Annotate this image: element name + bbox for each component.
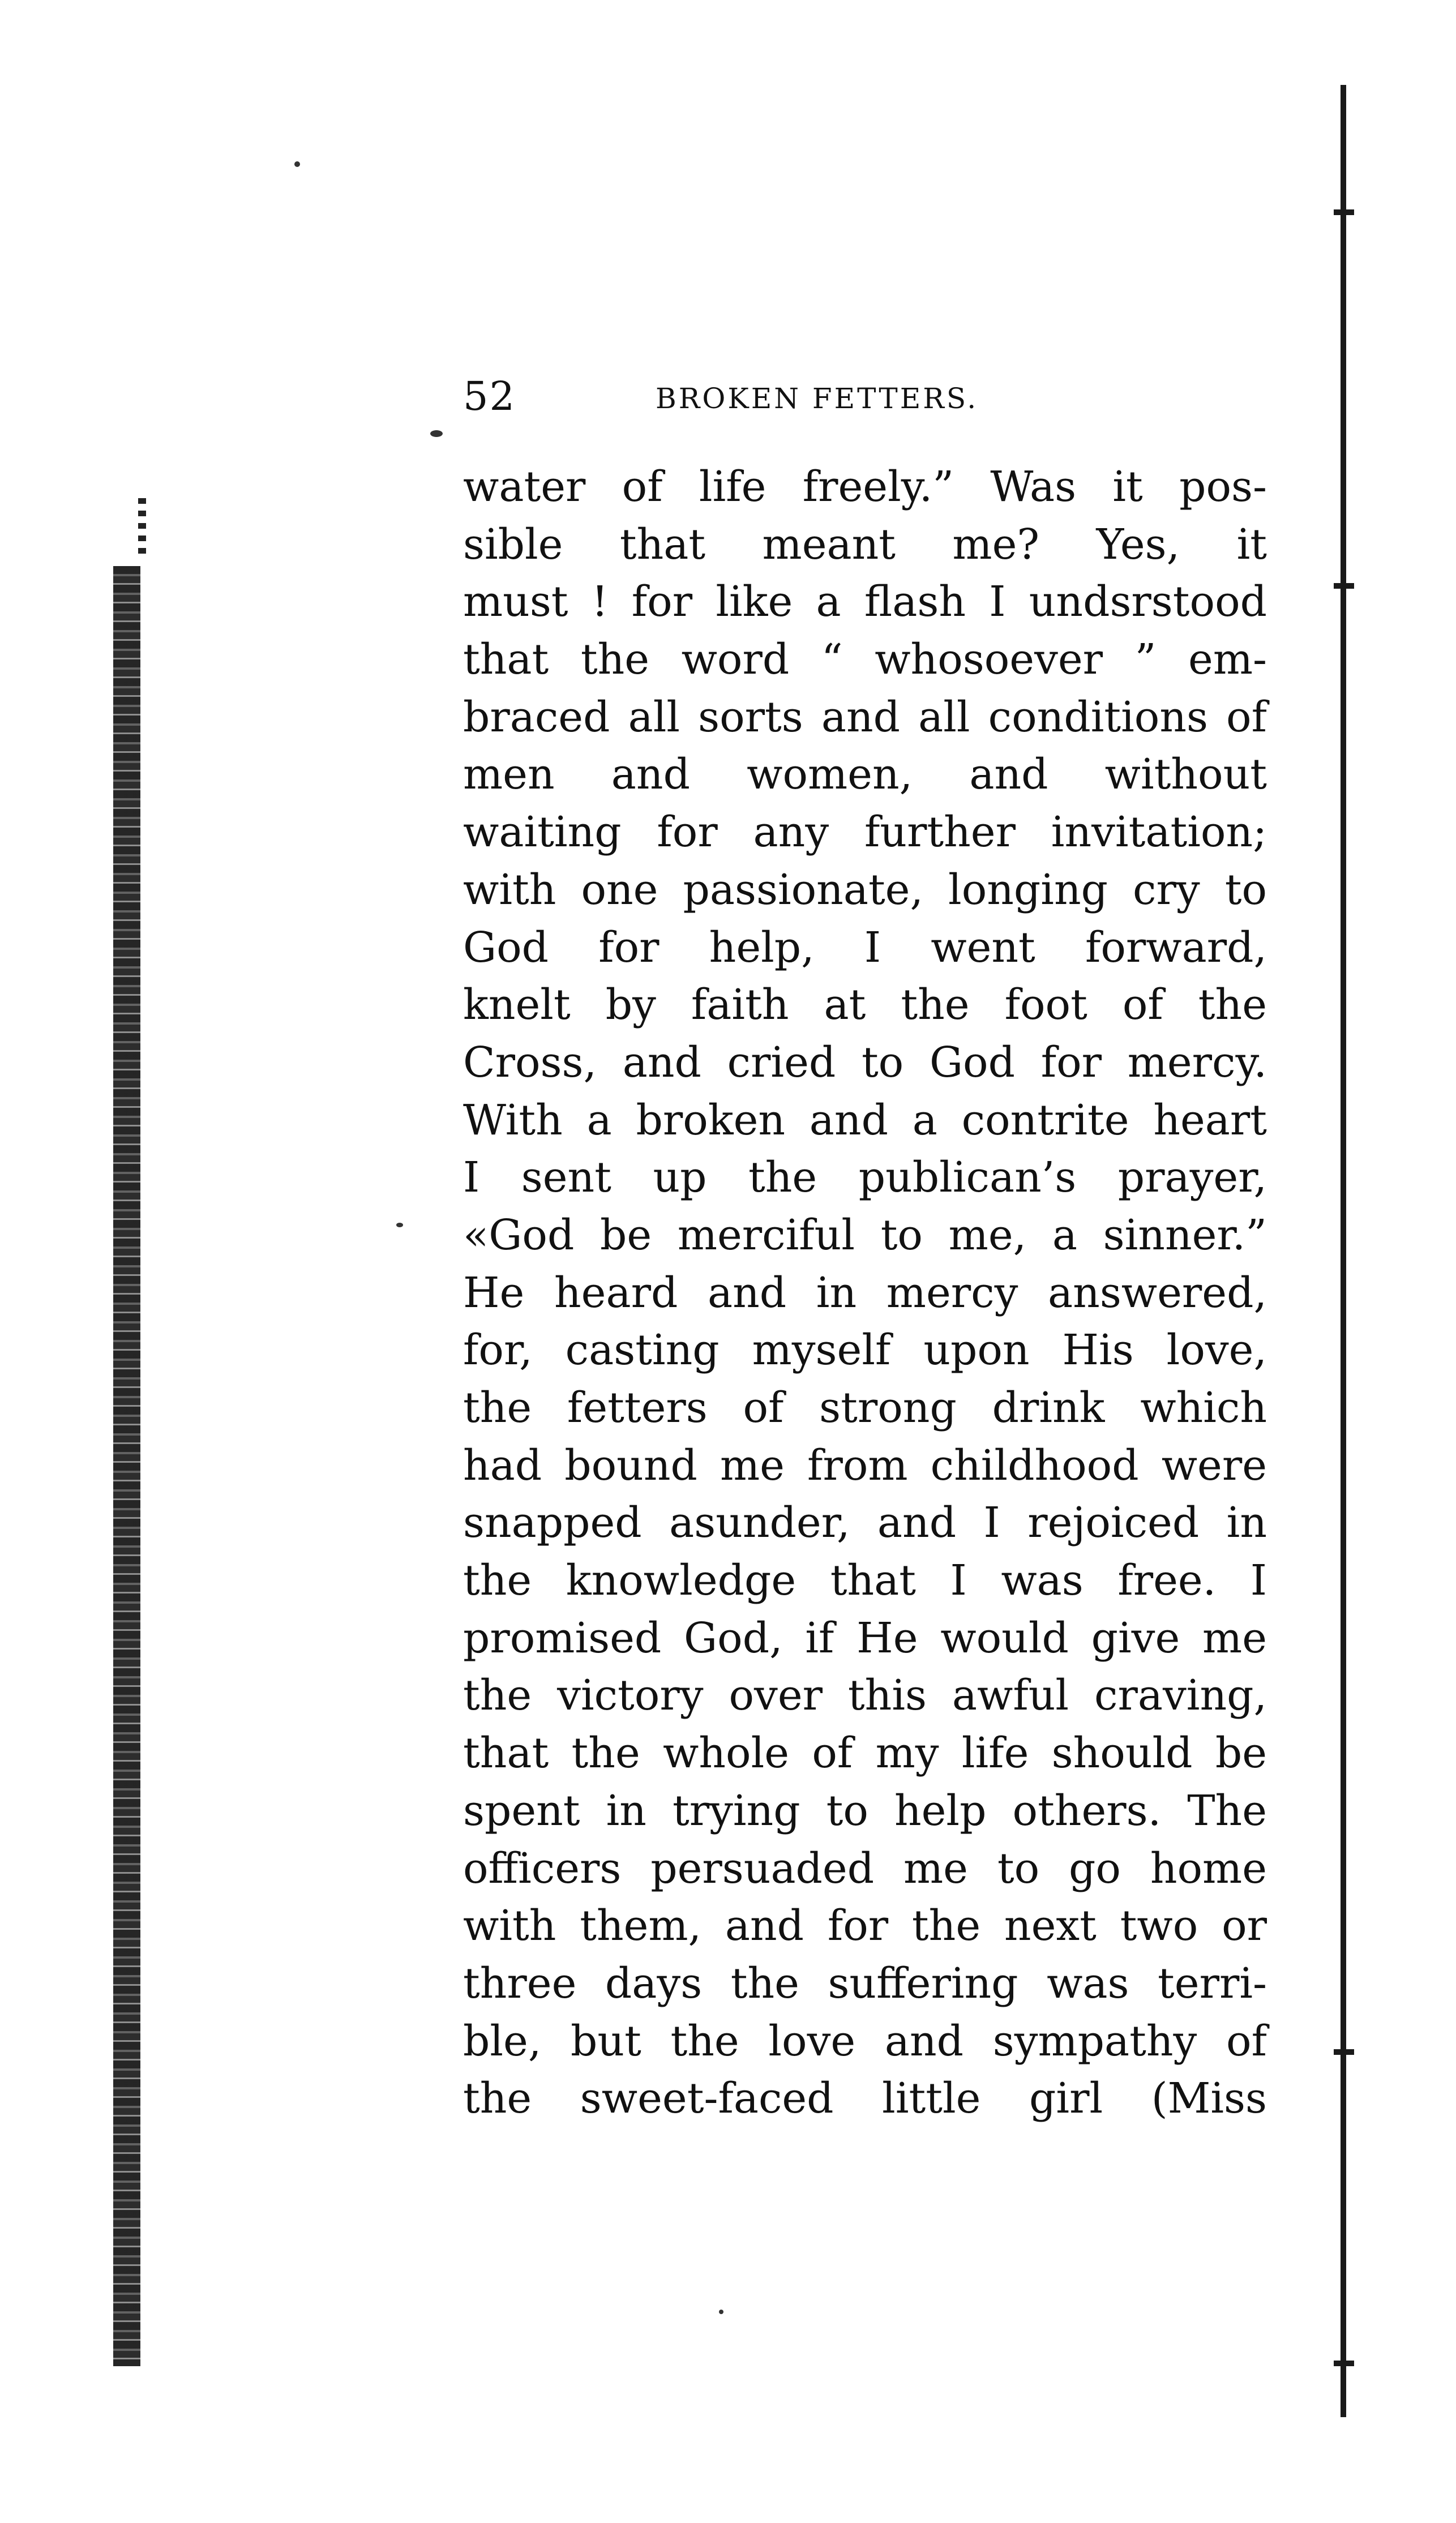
ink-speck [396, 1223, 403, 1227]
text-line: that the whole of my life should be [463, 1729, 1267, 1778]
text-line: With a broken and a contrite heart [463, 1095, 1267, 1145]
text-line: officers persuaded me to go home [463, 1844, 1267, 1893]
text-line: for, casting myself upon His love, [463, 1326, 1267, 1375]
text-line: must ! for like a flash I undsrstood [463, 577, 1267, 627]
page-edge-rule [1341, 85, 1346, 2417]
page-edge-tick [1334, 209, 1354, 215]
binding-gutter-marks [138, 498, 146, 560]
text-line: ble, but the love and sympathy of [463, 2016, 1267, 2066]
text-line: that the word “ whosoever ” em- [463, 635, 1267, 684]
text-line: He heard and in mercy answered, [463, 1268, 1267, 1317]
text-line: men and women, and without [463, 750, 1267, 799]
page-number: 52 [463, 373, 516, 419]
page-header [463, 362, 1267, 425]
ink-speck [430, 430, 443, 437]
text-line: had bound me from childhood were [463, 1441, 1267, 1490]
text-line: knelt by faith at the foot of the [463, 980, 1267, 1030]
text-line: the fetters of strong drink which [463, 1383, 1267, 1432]
text-line: three days the suffering was terri- [463, 1959, 1267, 2008]
text-line: I sent up the publican’s prayer, [463, 1153, 1267, 1202]
text-line: braced all sorts and all conditions of [463, 692, 1267, 742]
text-line: spent in trying to help others. The [463, 1786, 1267, 1835]
text-line: waiting for any further invitation; [463, 808, 1267, 857]
body-text [463, 459, 1267, 2128]
text-line: God for help, I went forward, [463, 923, 1267, 972]
text-line: «God be merciful to me, a sinner.” [463, 1210, 1267, 1260]
text-line: with them, and for the next two or [463, 1901, 1267, 1951]
ink-speck [294, 161, 300, 167]
text-line: Cross, and cried to God for mercy. [463, 1038, 1267, 1087]
text-line: promised God, if He would give me [463, 1613, 1267, 1663]
text-line: the sweet-faced little girl (Miss [463, 2074, 1267, 2123]
page-edge-tick [1334, 583, 1354, 589]
binding-gutter [113, 566, 140, 2366]
page-edge-tick [1334, 2049, 1354, 2055]
text-line: snapped asunder, and I rejoiced in [463, 1498, 1267, 1548]
running-title: BROKEN FETTERS. [656, 382, 979, 415]
text-line: water of life freely.” Was it pos- [463, 462, 1267, 511]
page-edge-tick [1334, 2361, 1354, 2366]
text-line: the victory over this awful craving, [463, 1671, 1267, 1720]
text-line: the knowledge that I was free. I [463, 1556, 1267, 1605]
text-line: sible that meant me? Yes, it [463, 520, 1267, 569]
text-line: with one passionate, longing cry to [463, 865, 1267, 914]
ink-speck [719, 2310, 723, 2314]
